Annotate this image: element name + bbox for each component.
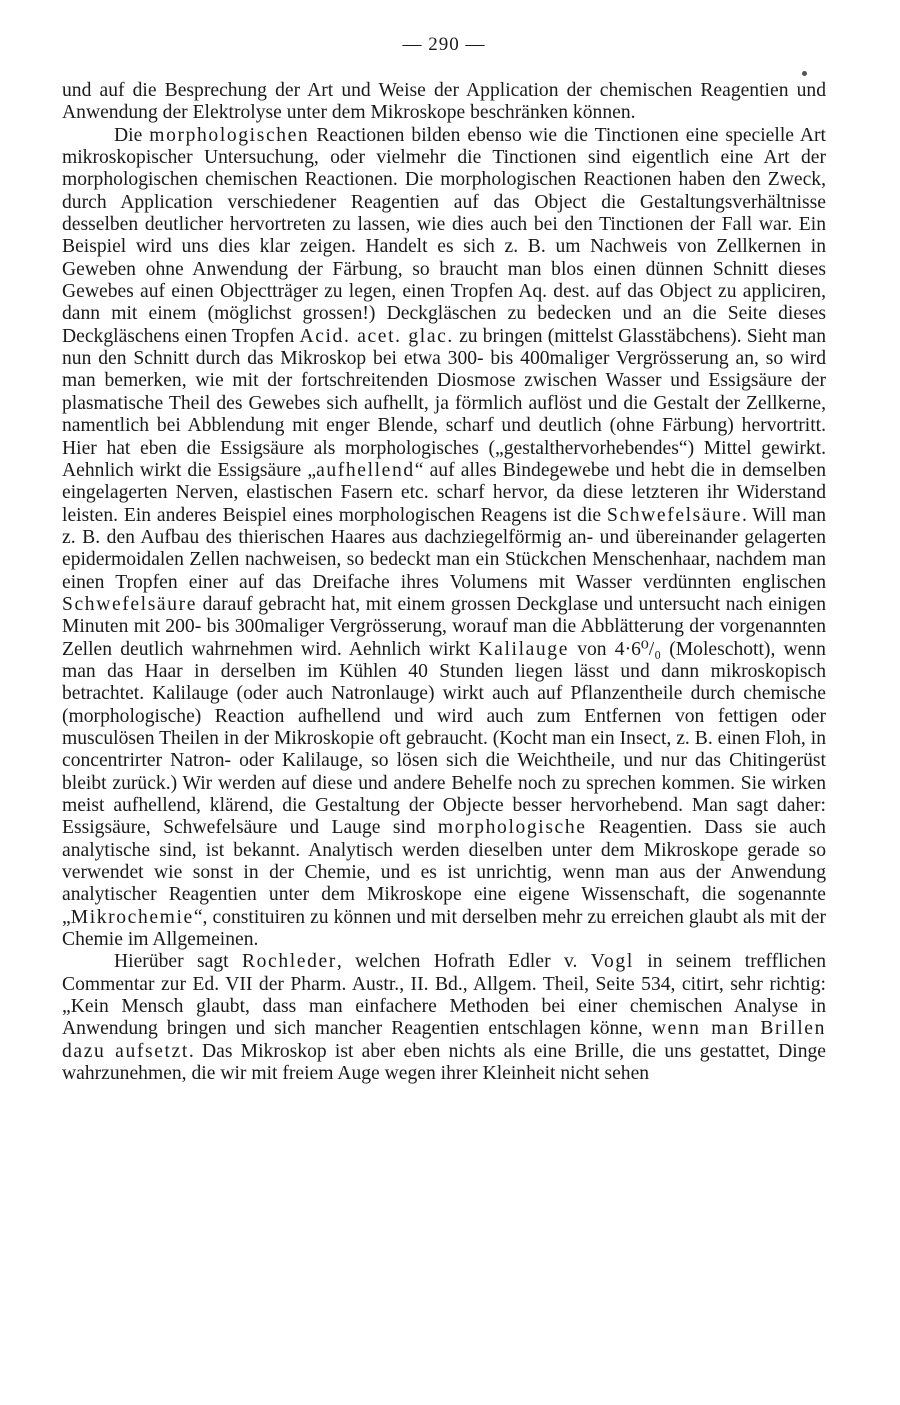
text-run: . Das Mikroskop ist aber eben nichts als eine Brille, die uns gestattet, Dinge wahrzunehmen, die wir mit freiem Auge wegen ihrer Kleinheit nicht sehen bbox=[62, 1040, 826, 1085]
emphasis-schwefelsaeure-2: Schwefelsäure bbox=[62, 593, 198, 615]
emphasis-rochleder: Rochleder bbox=[241, 951, 337, 973]
text-run: zu bringen (mittelst Glasstäbchens). Sieht man nun den Schnitt durch das Mikroskop bei etwa 300- bis 400maliger Vergrösserung an, so wird man bemerken, wie mit der fortschreitenden Diosmose zwischen Wasser und Essigsäure der plasmatische Theil des Gewebes sich aufhellt, ja förmlich auflöst und die Gestalt der Zellkerne, namentlich bei Abblendung mit enger Blende, scharf und deutlich (ohne Färbung) hervortritt. Hier hat eben die Essigsäure als morphologisches („gestalthervorhebendes“) Mittel gewirkt. Aehnlich wirkt die Essigsäure „ bbox=[62, 325, 826, 481]
print-speck bbox=[802, 71, 807, 76]
text-run: Reagentien. Dass sie auch analytische sind, ist bekannt. Analytisch werden dieselben unter dem Mikroskope gerade so verwendet wie sonst in der Chemie, und es ist unrichtig, wenn man aus der Anwendung analytischer Reagentien unter dem Mikroskope eine eigene Wissenschaft, die sogenannte „ bbox=[62, 817, 826, 928]
emphasis-aufhellend: aufhellend bbox=[316, 459, 415, 481]
emphasis-vogl: Vogl bbox=[590, 951, 634, 973]
paragraph-morphological-reactions bbox=[62, 125, 826, 952]
document-page bbox=[62, 32, 826, 1085]
text-run: “ auf alles Bindegewebe und hebt die in demselben eingelagerten Nerven, elastischen Fasern etc. scharf hervor, da diese letzteren ihr Widerstand leisten. Ein anderes Beispiel eines morphologischen Reagens ist die bbox=[62, 459, 826, 526]
text-run: . Will man z. B. den Aufbau des thierischen Haares aus dachziegelförmig an- und übereinander gelagerten epidermoidalen Zellen nachweisen, so bedeckt man ein Stückchen Menschenhaar, nachdem man einen Tropfen einer auf das Dreifache ihres Volumens mit Wasser verdünnten englischen bbox=[62, 504, 826, 593]
text-run: Die bbox=[114, 124, 150, 146]
emphasis-acid-acet-glac: Acid. acet. glac. bbox=[299, 325, 454, 347]
paragraph-continuation: und auf die Besprechung der Art und Weise der Application der chemischen Reagentien und Anwendung der Elektrolyse unter dem Mikroskope beschränken können. bbox=[62, 80, 826, 124]
emphasis-brillen: wenn man Brillen dazu aufsetzt bbox=[62, 1018, 826, 1062]
text-run: , welchen Hofrath Edler v. bbox=[336, 951, 591, 973]
page-number: — 290 — bbox=[402, 34, 486, 55]
emphasis-mikrochemie: Mikrochemie bbox=[70, 906, 194, 928]
text-run: “, constituiren zu können und mit derselben mehr zu erreichen glaubt als mit der Chemie im Allgemeinen. bbox=[62, 906, 826, 951]
text-run: Hierüber sagt bbox=[114, 951, 242, 973]
emphasis-morphologische: morphologische bbox=[437, 817, 587, 839]
emphasis-schwefelsaeure: Schwefelsäure bbox=[606, 504, 742, 526]
text-run: von 4·6⁰/₀ (Moleschott), wenn man das Haar in derselben im Kühlen 40 Stunden liegen lässt und dann mikroskopisch betrachtet. Kalilauge (oder auch Natronlauge) wirkt auch auf Pflanzentheile durch chemische (morphologische) Reaction aufhellend und wird auch zum Entfernen von fettigen oder musculösen Theilen in der Mikroskopie oft gebraucht. (Kocht man ein Insect, z. B. einen Floh, in concentrirter Natron- oder Kalilauge, so lösen sich die Weichtheile, und nur das Chitingerüst bleibt zurück.) Wir werden auf diese und andere Behelfe noch zu sprechen kommen. Sie wirken meist aufhellend, klärend, die Gestaltung der Objecte besser hervorhebend. Man sagt daher: Essigsäure, Schwefelsäure und Lauge sind bbox=[62, 638, 826, 839]
paragraph-rochleder-quote bbox=[62, 951, 826, 1085]
emphasis-morphologischen: morphologischen bbox=[149, 124, 310, 146]
emphasis-kalilauge: Kalilauge bbox=[478, 638, 570, 660]
text-run: Reactionen bilden ebenso wie die Tinctionen eine specielle Art mikroskopischer Untersuchung, oder vielmehr die Tinctionen sind eigentlich eine Art der morphologischen chemischen Reactionen. Die morphologischen Reactionen haben den Zweck, durch Application verschiedener Reagentien auf das Object die Gestaltungsverhältnisse desselben deutlicher hervortreten zu lassen, wie dies auch bei den Tinctionen der Fall war. Ein Beispiel wird uns dies klar zeigen. Handelt es sich z. B. um Nachweis von Zellkernen in Geweben ohne Anwendung der Färbung, so braucht man blos einen dünnen Schnitt dieses Gewebes auf einen Objectträger zu legen, einen Tropfen Aq. dest. auf das Object zu appliciren, dann mit einem (möglichst grossen!) Deckgläschen zu bedecken und an die Seite dieses Deckgläschens einen Tropfen bbox=[62, 124, 826, 347]
text-run: in seinem trefflichen Commentar zur Ed. VII der Pharm. Austr., II. Bd., Allgem. Theil, Seite 534, citirt, sehr richtig: „Kein Mensch glaubt, dass man einfachere Methoden bei einer chemischen Analyse in Anwendung bringen und sich mancher Reagentien entschlagen könne, bbox=[62, 951, 826, 1040]
text-run: darauf gebracht hat, mit einem grossen Deckglase und untersucht nach einigen Minuten mit 200- bis 300maliger Vergrösserung, worauf man die Abblätterung der vorgenannten Zellen deutlich wahrnehmen wird. Aehnlich wirkt bbox=[62, 593, 826, 660]
